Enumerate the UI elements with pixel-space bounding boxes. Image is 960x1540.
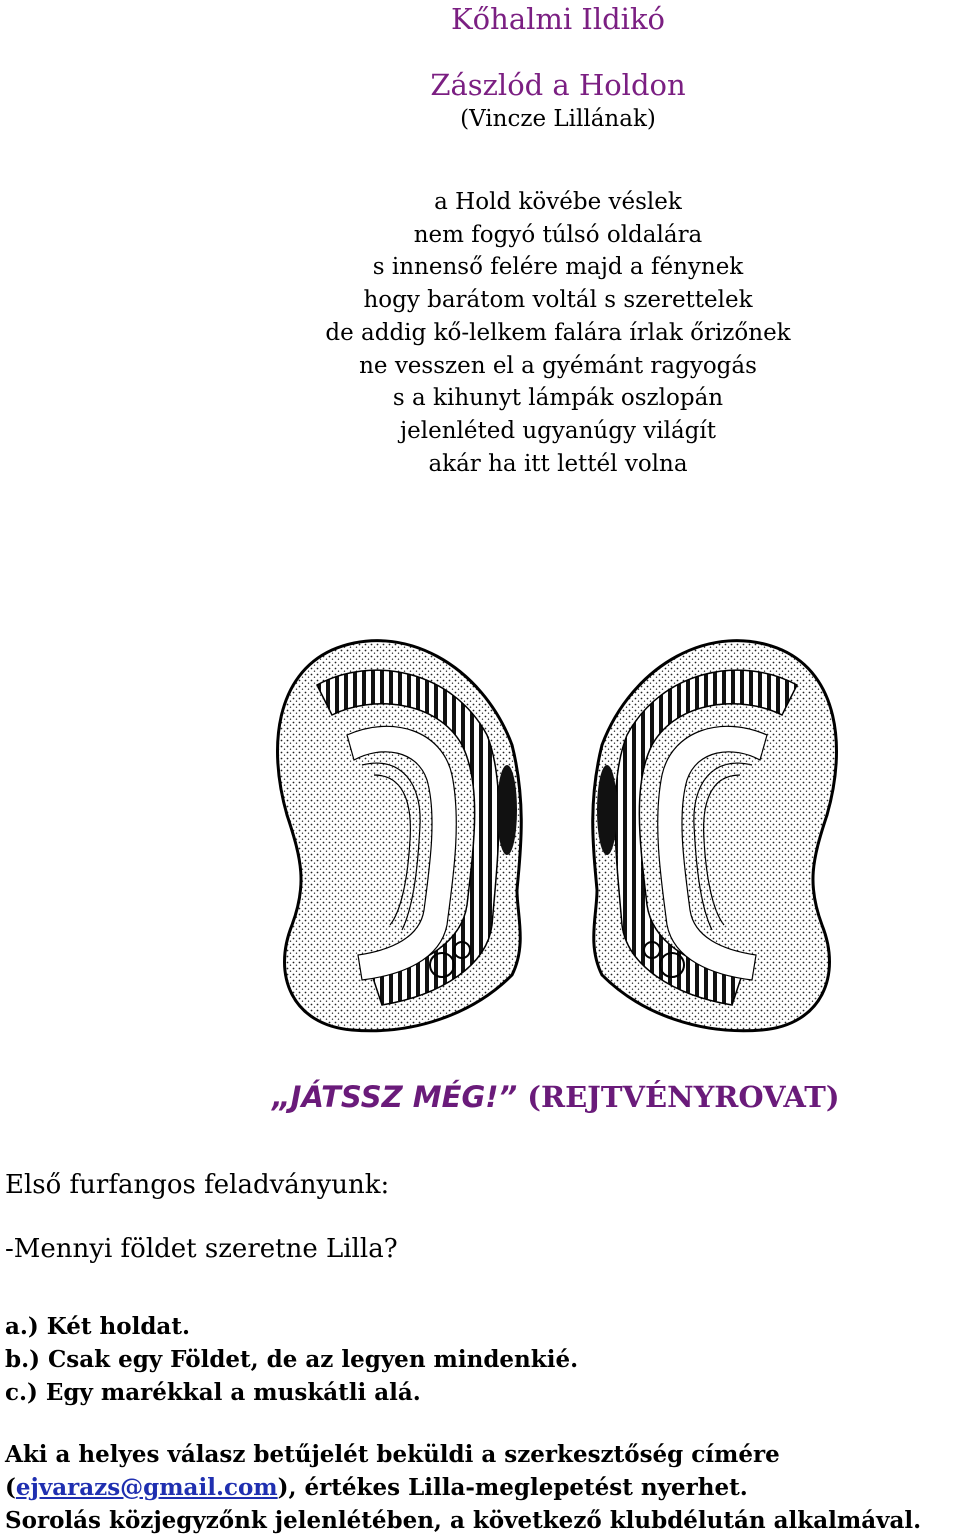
poem-dedication: (Vincze Lillának) bbox=[460, 106, 656, 132]
closing-line-2 bbox=[5, 1471, 921, 1504]
paren-open: ( bbox=[5, 1474, 16, 1501]
poem-line: akár ha itt lettél volna bbox=[428, 450, 688, 477]
closing-line-2-rest: ), értékes Lilla-meglepetést nyerhet. bbox=[277, 1474, 748, 1501]
closing-text bbox=[5, 1438, 921, 1537]
puzzle-question: -Mennyi földet szeretne Lilla? bbox=[5, 1234, 398, 1264]
puzzle-heading bbox=[272, 1080, 840, 1114]
poem-title: Zászlód a Holdon bbox=[430, 68, 686, 102]
answer-options bbox=[5, 1310, 578, 1409]
poem-line: de addig kő-lelkem falára írlak őrizőnek bbox=[325, 319, 791, 346]
puzzle-heading-rovat: (REJTVÉNYROVAT) bbox=[517, 1080, 840, 1114]
email-link[interactable]: ejvarazs@gmail.com bbox=[15, 1474, 278, 1501]
piano-butterfly-illustration bbox=[262, 625, 852, 1065]
right-wing bbox=[593, 641, 837, 1031]
left-wing bbox=[277, 641, 521, 1031]
closing-line-1: Aki a helyes válasz betűjelét beküldi a szerkesztőség címére bbox=[5, 1441, 780, 1468]
answer-option-a: a.) Két holdat. bbox=[5, 1313, 190, 1340]
answer-option-c: c.) Egy marékkal a muskátli alá. bbox=[5, 1379, 421, 1406]
puzzle-heading-quote: „JÁTSSZ MÉG!” bbox=[272, 1080, 518, 1114]
poem-line: a Hold kövébe véslek bbox=[434, 189, 682, 215]
puzzle-intro: Első furfangos feladványunk: bbox=[5, 1170, 390, 1200]
answer-option-b: b.) Csak egy Földet, de az legyen mindenkié. bbox=[5, 1346, 579, 1373]
poem-line: nem fogyó túlsó oldalára bbox=[413, 221, 703, 248]
closing-line-3: Sorolás közjegyzőnk jelenlétében, a következő klubdélután alkalmával. bbox=[5, 1507, 922, 1534]
author-name: Kőhalmi Ildikó bbox=[451, 2, 665, 36]
poem-line: jelenléted ugyanúgy világít bbox=[399, 417, 716, 444]
poem-line: s innenső felére majd a fénynek bbox=[372, 254, 744, 281]
poem-body bbox=[0, 186, 960, 480]
poem-line: ne vesszen el a gyémánt ragyogás bbox=[359, 352, 757, 379]
poem-line: hogy barátom voltál s szerettelek bbox=[363, 287, 753, 314]
poem-line: s a kihunyt lámpák oszlopán bbox=[392, 385, 724, 412]
